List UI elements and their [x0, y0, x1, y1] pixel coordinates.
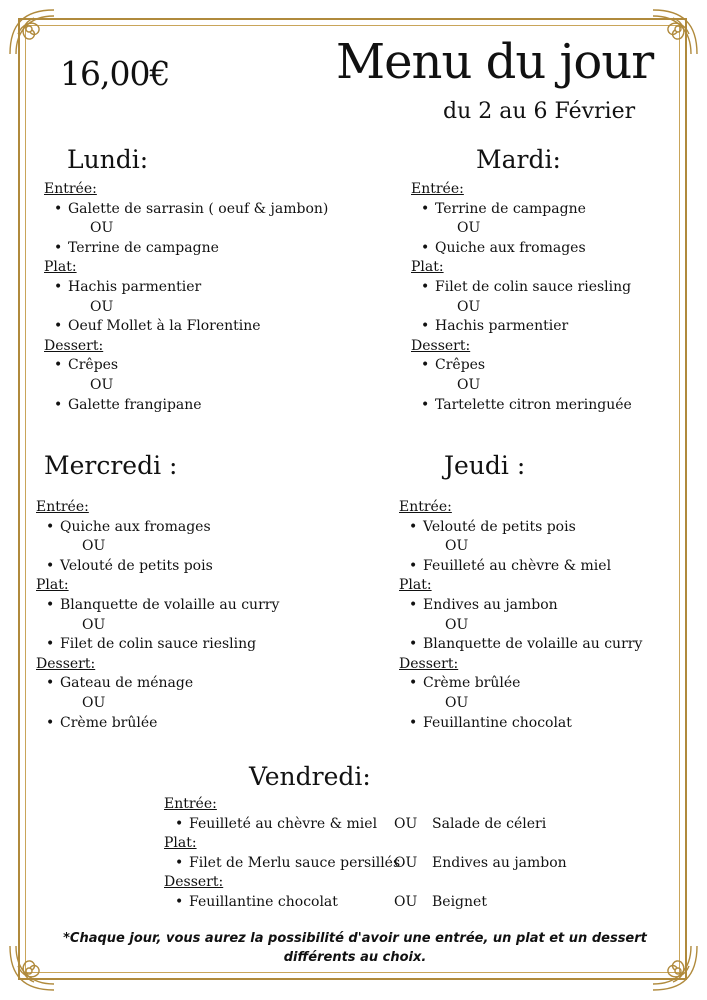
section-label-entree: Entrée:	[411, 181, 464, 197]
corner-ornament-icon	[647, 940, 703, 996]
list-item: • Feuillantine chocolat	[399, 714, 642, 734]
page-title: Menu du jour	[336, 34, 654, 90]
list-item: • Filet de colin sauce riesling	[411, 278, 632, 298]
menu-mercredi	[36, 498, 279, 733]
list-item: • Crème brûlée	[399, 674, 642, 694]
list-item: • Quiche aux fromages	[411, 239, 632, 259]
or-separator: OU	[457, 298, 481, 315]
date-range: du 2 au 6 Février	[443, 99, 636, 124]
section-label-dessert: Dessert:	[164, 874, 224, 891]
or-separator: OU	[394, 815, 418, 832]
or-separator: OU	[394, 854, 418, 871]
dish-option: • Feuilleté au chèvre & miel	[189, 815, 377, 835]
list-item: • Quiche aux fromages	[36, 518, 279, 538]
list-item: • Hachis parmentier	[411, 317, 632, 337]
list-item: • Oeuf Mollet à la Florentine	[44, 317, 328, 337]
list-item	[164, 854, 567, 874]
list-item: • Blanquette de volaille au curry	[36, 596, 279, 616]
section-label-dessert: Dessert:	[399, 655, 459, 672]
or-separator: OU	[445, 616, 469, 633]
list-item: • Crêpes	[411, 356, 632, 376]
list-item: • Tartelette citron meringuée	[411, 396, 632, 416]
dish-option: Endives au jambon	[432, 854, 567, 871]
section-label-dessert: Dessert:	[36, 655, 96, 672]
list-item: • Terrine de campagne	[44, 239, 328, 259]
day-title-lundi: Lundi:	[67, 145, 149, 174]
day-title-mardi: Mardi:	[476, 145, 561, 174]
menu-vendredi	[164, 795, 567, 913]
section-label-plat: Plat:	[164, 835, 197, 852]
section-label-entree: Entrée:	[164, 796, 217, 812]
or-separator: OU	[82, 694, 106, 711]
dish-option: Beignet	[432, 893, 487, 910]
or-separator: OU	[90, 376, 114, 393]
dish-option: • Feuillantine chocolat	[189, 893, 338, 913]
section-label-plat: Plat:	[44, 259, 77, 276]
menu-price: 16,00€	[60, 54, 170, 93]
list-item: • Velouté de petits pois	[399, 518, 642, 538]
menu-lundi	[44, 180, 328, 415]
list-item: • Crème brûlée	[36, 714, 279, 734]
list-item: • Crêpes	[44, 356, 328, 376]
or-separator: OU	[457, 376, 481, 393]
list-item: • Velouté de petits pois	[36, 557, 279, 577]
or-separator: OU	[457, 220, 481, 237]
dish-option: Salade de céleri	[432, 815, 547, 832]
list-item	[164, 893, 487, 913]
section-label-plat: Plat:	[411, 259, 444, 276]
menu-jeudi	[399, 498, 642, 733]
list-item	[164, 815, 547, 835]
footnote: *Chaque jour, vous aurez la possibilité d'avoir une entrée, un plat et un dessert différents au choix.	[63, 931, 647, 965]
day-title-jeudi: Jeudi :	[444, 451, 526, 480]
list-item: • Filet de colin sauce riesling	[36, 635, 279, 655]
or-separator: OU	[445, 694, 469, 711]
section-label-entree: Entrée:	[44, 181, 97, 197]
list-item: • Feuilleté au chèvre & miel	[399, 557, 642, 577]
list-item: • Blanquette de volaille au curry	[399, 635, 642, 655]
corner-ornament-icon	[647, 4, 703, 60]
section-label-dessert: Dessert:	[44, 337, 104, 354]
section-label-plat: Plat:	[36, 577, 69, 594]
list-item: • Terrine de campagne	[411, 200, 632, 220]
menu-mardi	[411, 180, 632, 415]
section-label-entree: Entrée:	[36, 499, 89, 515]
day-title-vendredi: Vendredi:	[249, 762, 371, 791]
section-label-entree: Entrée:	[399, 499, 452, 515]
corner-ornament-icon	[4, 940, 60, 996]
list-item: • Endives au jambon	[399, 596, 642, 616]
list-item: • Galette frangipane	[44, 396, 328, 416]
corner-ornament-icon	[4, 4, 60, 60]
dish-option: • Filet de Merlu sauce persillés	[189, 854, 400, 874]
or-separator: OU	[82, 538, 106, 555]
or-separator: OU	[90, 298, 114, 315]
or-separator: OU	[90, 220, 114, 237]
or-separator: OU	[445, 538, 469, 555]
section-label-dessert: Dessert:	[411, 337, 471, 354]
list-item: • Gateau de ménage	[36, 674, 279, 694]
section-label-plat: Plat:	[399, 577, 432, 594]
day-title-mercredi: Mercredi :	[44, 451, 178, 480]
or-separator: OU	[82, 616, 106, 633]
list-item: • Galette de sarrasin ( oeuf & jambon)	[44, 200, 328, 220]
or-separator: OU	[394, 893, 418, 910]
list-item: • Hachis parmentier	[44, 278, 328, 298]
